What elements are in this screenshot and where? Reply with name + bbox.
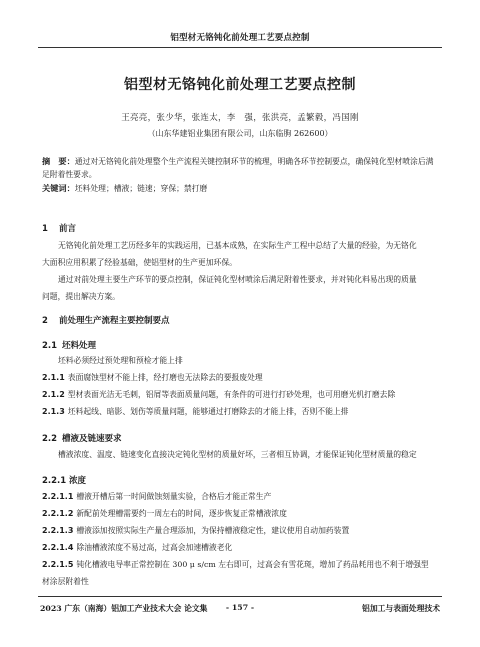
list-item	[42, 522, 442, 539]
section-2-heading	[42, 314, 170, 326]
abstract-text-1: 通过对无铬钝化前处理整个生产流程关键控制环节的梳理，明确各环节控制要点，确保钝化型材喷涂后满	[74, 157, 434, 166]
abstract	[42, 155, 442, 181]
list-item	[42, 488, 442, 505]
section-2-2-number: 2.2	[42, 434, 58, 444]
section-2-1-heading	[42, 339, 96, 351]
footer-left: 2023 广东（南海）铝加工产业技术大会 论文集	[40, 604, 208, 613]
item-number: 2.2.1.4	[42, 543, 74, 552]
item-number: 2.1.2	[42, 390, 65, 399]
item-text: 槽液开槽后第一时间做蚀刻量实验，合格后才能正常生产	[76, 492, 272, 501]
keywords-text: 坯料处理；槽液；链速；穿保；禁打磨	[74, 184, 208, 193]
item-text: 新配前处理槽需要约一周左右的时间，逐步恢复正常槽液浓度	[76, 509, 287, 518]
list-item-continuation: 材涂层附着性	[42, 577, 89, 586]
author-list: 王亮亮，张少华，张连太，李 强，张洪亮，孟繁毅，冯国刚	[121, 113, 359, 123]
paragraph-line: 通过对前处理主要生产环节的要点控制，保证钝化型材喷涂后满足附着性要求，并对钝化料易出现的质量	[58, 275, 417, 284]
section-2-1-title: 坯料处理	[62, 341, 97, 351]
section-2-number: 2	[42, 316, 48, 326]
item-number: 2.2.1.2	[42, 509, 74, 518]
paragraph-line: 问题，提出解决方案。	[42, 292, 120, 301]
keywords	[42, 183, 442, 194]
list-item	[42, 556, 442, 573]
section-1-heading	[42, 222, 76, 234]
section-2-2-1-title: 浓度	[69, 476, 87, 486]
abstract-line-1	[42, 155, 442, 168]
footer-right: 铝加工与表面处理技术	[362, 604, 440, 613]
item-text: 钝化槽液电导率正常控制在 300 μ s/cm 左右即可，过高会有雪花斑，增加了药品耗用也不利于增强型	[76, 560, 429, 569]
item-text: 除油槽液浓度不易过高，过高会加速槽液老化	[76, 543, 233, 552]
section-1-paragraph-2	[42, 271, 442, 305]
footer-rule	[38, 596, 442, 597]
section-2-2-1-heading	[42, 474, 86, 486]
section-2-2-heading	[42, 432, 122, 444]
item-text: 坯料起线、暗影、划伤等质量问题，能够通过打磨除去的才能上排，否则不能上排	[67, 407, 349, 416]
running-header: 铝型材无铬钝化前处理工艺要点控制	[170, 33, 310, 43]
list-item	[42, 505, 442, 522]
section-2-1-number: 2.1	[42, 341, 58, 351]
item-number: 2.1.1	[42, 373, 65, 382]
item-text: 表面腐蚀型材不能上排，经打磨也无法除去的要报废处理	[67, 373, 263, 382]
paragraph-line: 无铬钝化前处理工艺历经多年的实践运用，已基本成熟，在实际生产工程中总结了大量的经验，为无铬化	[58, 241, 417, 250]
item-number: 2.1.3	[42, 407, 65, 416]
paragraph-line: 大面积应用积累了经验基础，使铝型材的生产更加环保。	[42, 258, 237, 267]
item-number: 2.2.1.1	[42, 492, 74, 501]
abstract-text-2: 足附着性要求。	[42, 170, 97, 179]
list-item	[42, 386, 442, 403]
section-2-2-title: 槽液及链速要求	[62, 434, 122, 444]
section-1-paragraph-1	[42, 237, 442, 271]
section-2-2-intro: 槽液浓度、温度、链速变化直接决定钝化型材的质量好坏，三者相互协调，才能保证钝化型材质量的稳定	[58, 450, 417, 459]
section-2-1-intro: 坯料必须经过预处理和预检才能上排	[58, 356, 183, 365]
affiliation: （山东华建铝业集团有限公司，山东临朐 262600）	[147, 129, 333, 138]
item-text: 槽液添加按照实际生产量合理添加，为保持槽液稳定性，建议使用自动加药装置	[76, 526, 350, 535]
keywords-label: 关键词：	[42, 183, 75, 193]
header-rule	[38, 47, 442, 48]
section-2-2-1-number: 2.2.1	[42, 476, 67, 486]
section-2-title: 前处理生产流程主要控制要点	[59, 316, 170, 326]
section-1-number: 1	[42, 224, 48, 234]
item-number: 2.2.1.3	[42, 526, 74, 535]
list-item	[42, 369, 442, 386]
abstract-label: 摘 要：	[42, 156, 75, 166]
section-1-title: 前言	[59, 224, 77, 234]
item-text: 型材表面光洁无毛刺，铝屑等表面质量问题，有条件的可进行打砂处理，也可用磨光机打磨去除	[67, 390, 396, 399]
item-number: 2.2.1.5	[42, 560, 74, 569]
paper-title: 铝型材无铬钝化前处理工艺要点控制	[124, 77, 356, 93]
list-item	[42, 539, 442, 556]
list-item	[42, 403, 442, 420]
page-number: - 157 -	[225, 603, 255, 612]
